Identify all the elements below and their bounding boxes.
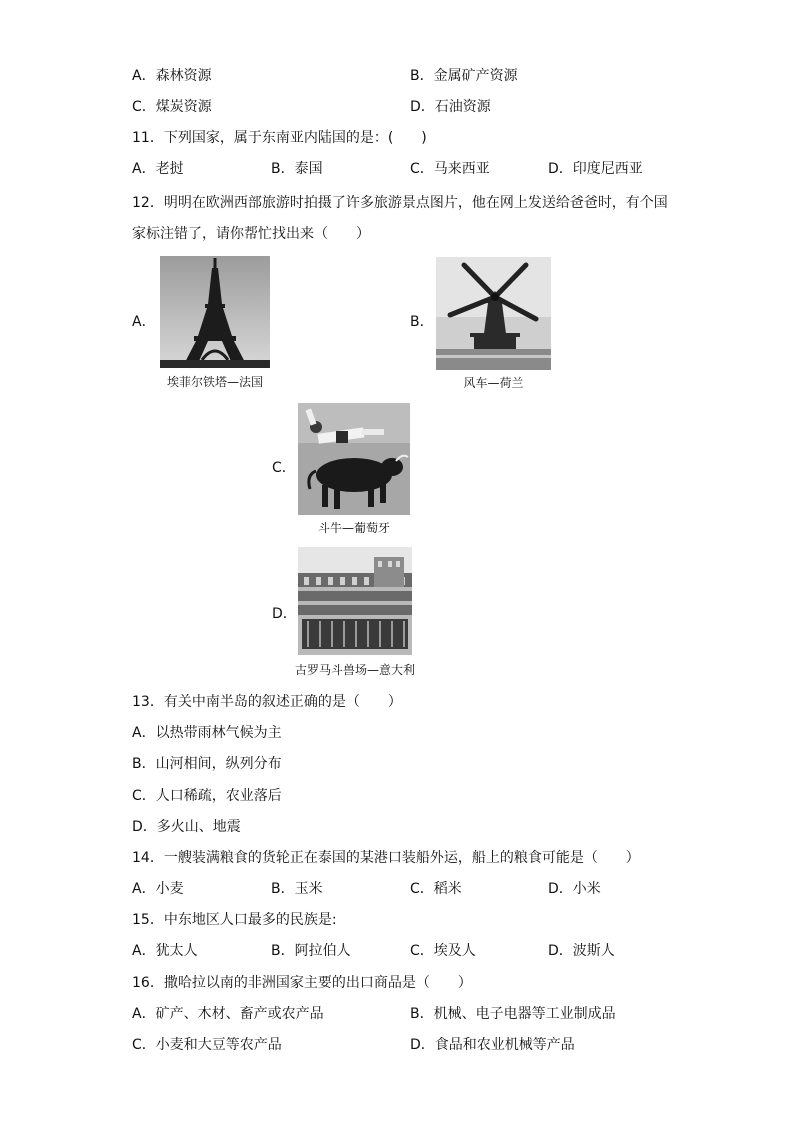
- q12-option-c-caption: 斗牛—葡萄牙: [317, 521, 390, 535]
- q12-option-d-label: D．: [272, 606, 297, 622]
- q12-stem-line1: 12．明明在欧洲西部旅游时拍摄了许多旅游景点图片，他在网上发送给爸爸时，有个国: [132, 195, 668, 211]
- q15-option-c: C．埃及人: [410, 943, 476, 959]
- q14-option-d: D．小米: [548, 881, 601, 897]
- eiffel-tower-photo: [160, 256, 270, 368]
- q15-option-d: D．波斯人: [548, 943, 615, 959]
- q12-option-a-label: A．: [132, 314, 156, 330]
- q14-option-b: B．玉米: [271, 881, 323, 897]
- q16-stem: 16．撒哈拉以南的非洲国家主要的出口商品是（ ）: [132, 975, 472, 991]
- q13-option-a: A．以热带雨林气候为主: [132, 725, 282, 741]
- q12-stem-line2: 家标注错了，请你帮忙找出来（ ）: [132, 226, 370, 242]
- q10-option-d: D．石油资源: [410, 99, 491, 115]
- q16-option-c: C．小麦和大豆等农产品: [132, 1037, 282, 1053]
- q13-option-d: D．多火山、地震: [132, 819, 241, 835]
- q12-option-b-caption: 风车—荷兰: [463, 376, 524, 390]
- q13-option-c: C．人口稀疏，农业落后: [132, 788, 282, 804]
- q14-stem: 14．一艘装满粮食的货轮正在泰国的某港口装船外运，船上的粮食可能是（ ）: [132, 850, 640, 866]
- q10-option-a: A．森林资源: [132, 68, 212, 84]
- q12-option-a-caption: 埃菲尔铁塔—法国: [166, 375, 263, 389]
- q11-option-b: B．泰国: [271, 161, 323, 177]
- windmill-photo: [436, 257, 551, 370]
- q15-stem: 15．中东地区人口最多的民族是:: [132, 912, 337, 928]
- q12-option-d-caption: 古罗马斗兽场—意大利: [294, 663, 415, 677]
- q13-option-b: B．山河相间，纵列分布: [132, 756, 282, 772]
- q14-option-a: A．小麦: [132, 881, 184, 897]
- q10-option-c: C．煤炭资源: [132, 99, 212, 115]
- q11-stem: 11．下列国家，属于东南亚内陆国的是：( ): [132, 130, 427, 146]
- q16-option-b: B．机械、电子电器等工业制成品: [410, 1006, 616, 1022]
- q16-option-d: D．食品和农业机械等产品: [410, 1037, 575, 1053]
- q13-stem: 13．有关中南半岛的叙述正确的是（ ）: [132, 694, 402, 710]
- q12-option-b-label: B．: [410, 314, 434, 330]
- q15-option-a: A．犹太人: [132, 943, 198, 959]
- q10-option-b: B．金属矿产资源: [410, 68, 518, 84]
- q15-option-b: B．阿拉伯人: [271, 943, 351, 959]
- q16-option-a: A．矿产、木材、畜产或农产品: [132, 1006, 324, 1022]
- q12-option-c-label: C．: [272, 460, 296, 476]
- q11-option-d: D．印度尼西亚: [548, 161, 643, 177]
- q11-option-a: A．老挝: [132, 161, 184, 177]
- bullfight-photo: [298, 403, 410, 515]
- q11-option-c: C．马来西亚: [410, 161, 490, 177]
- colosseum-photo: [298, 547, 412, 655]
- q14-option-c: C．稻米: [410, 881, 462, 897]
